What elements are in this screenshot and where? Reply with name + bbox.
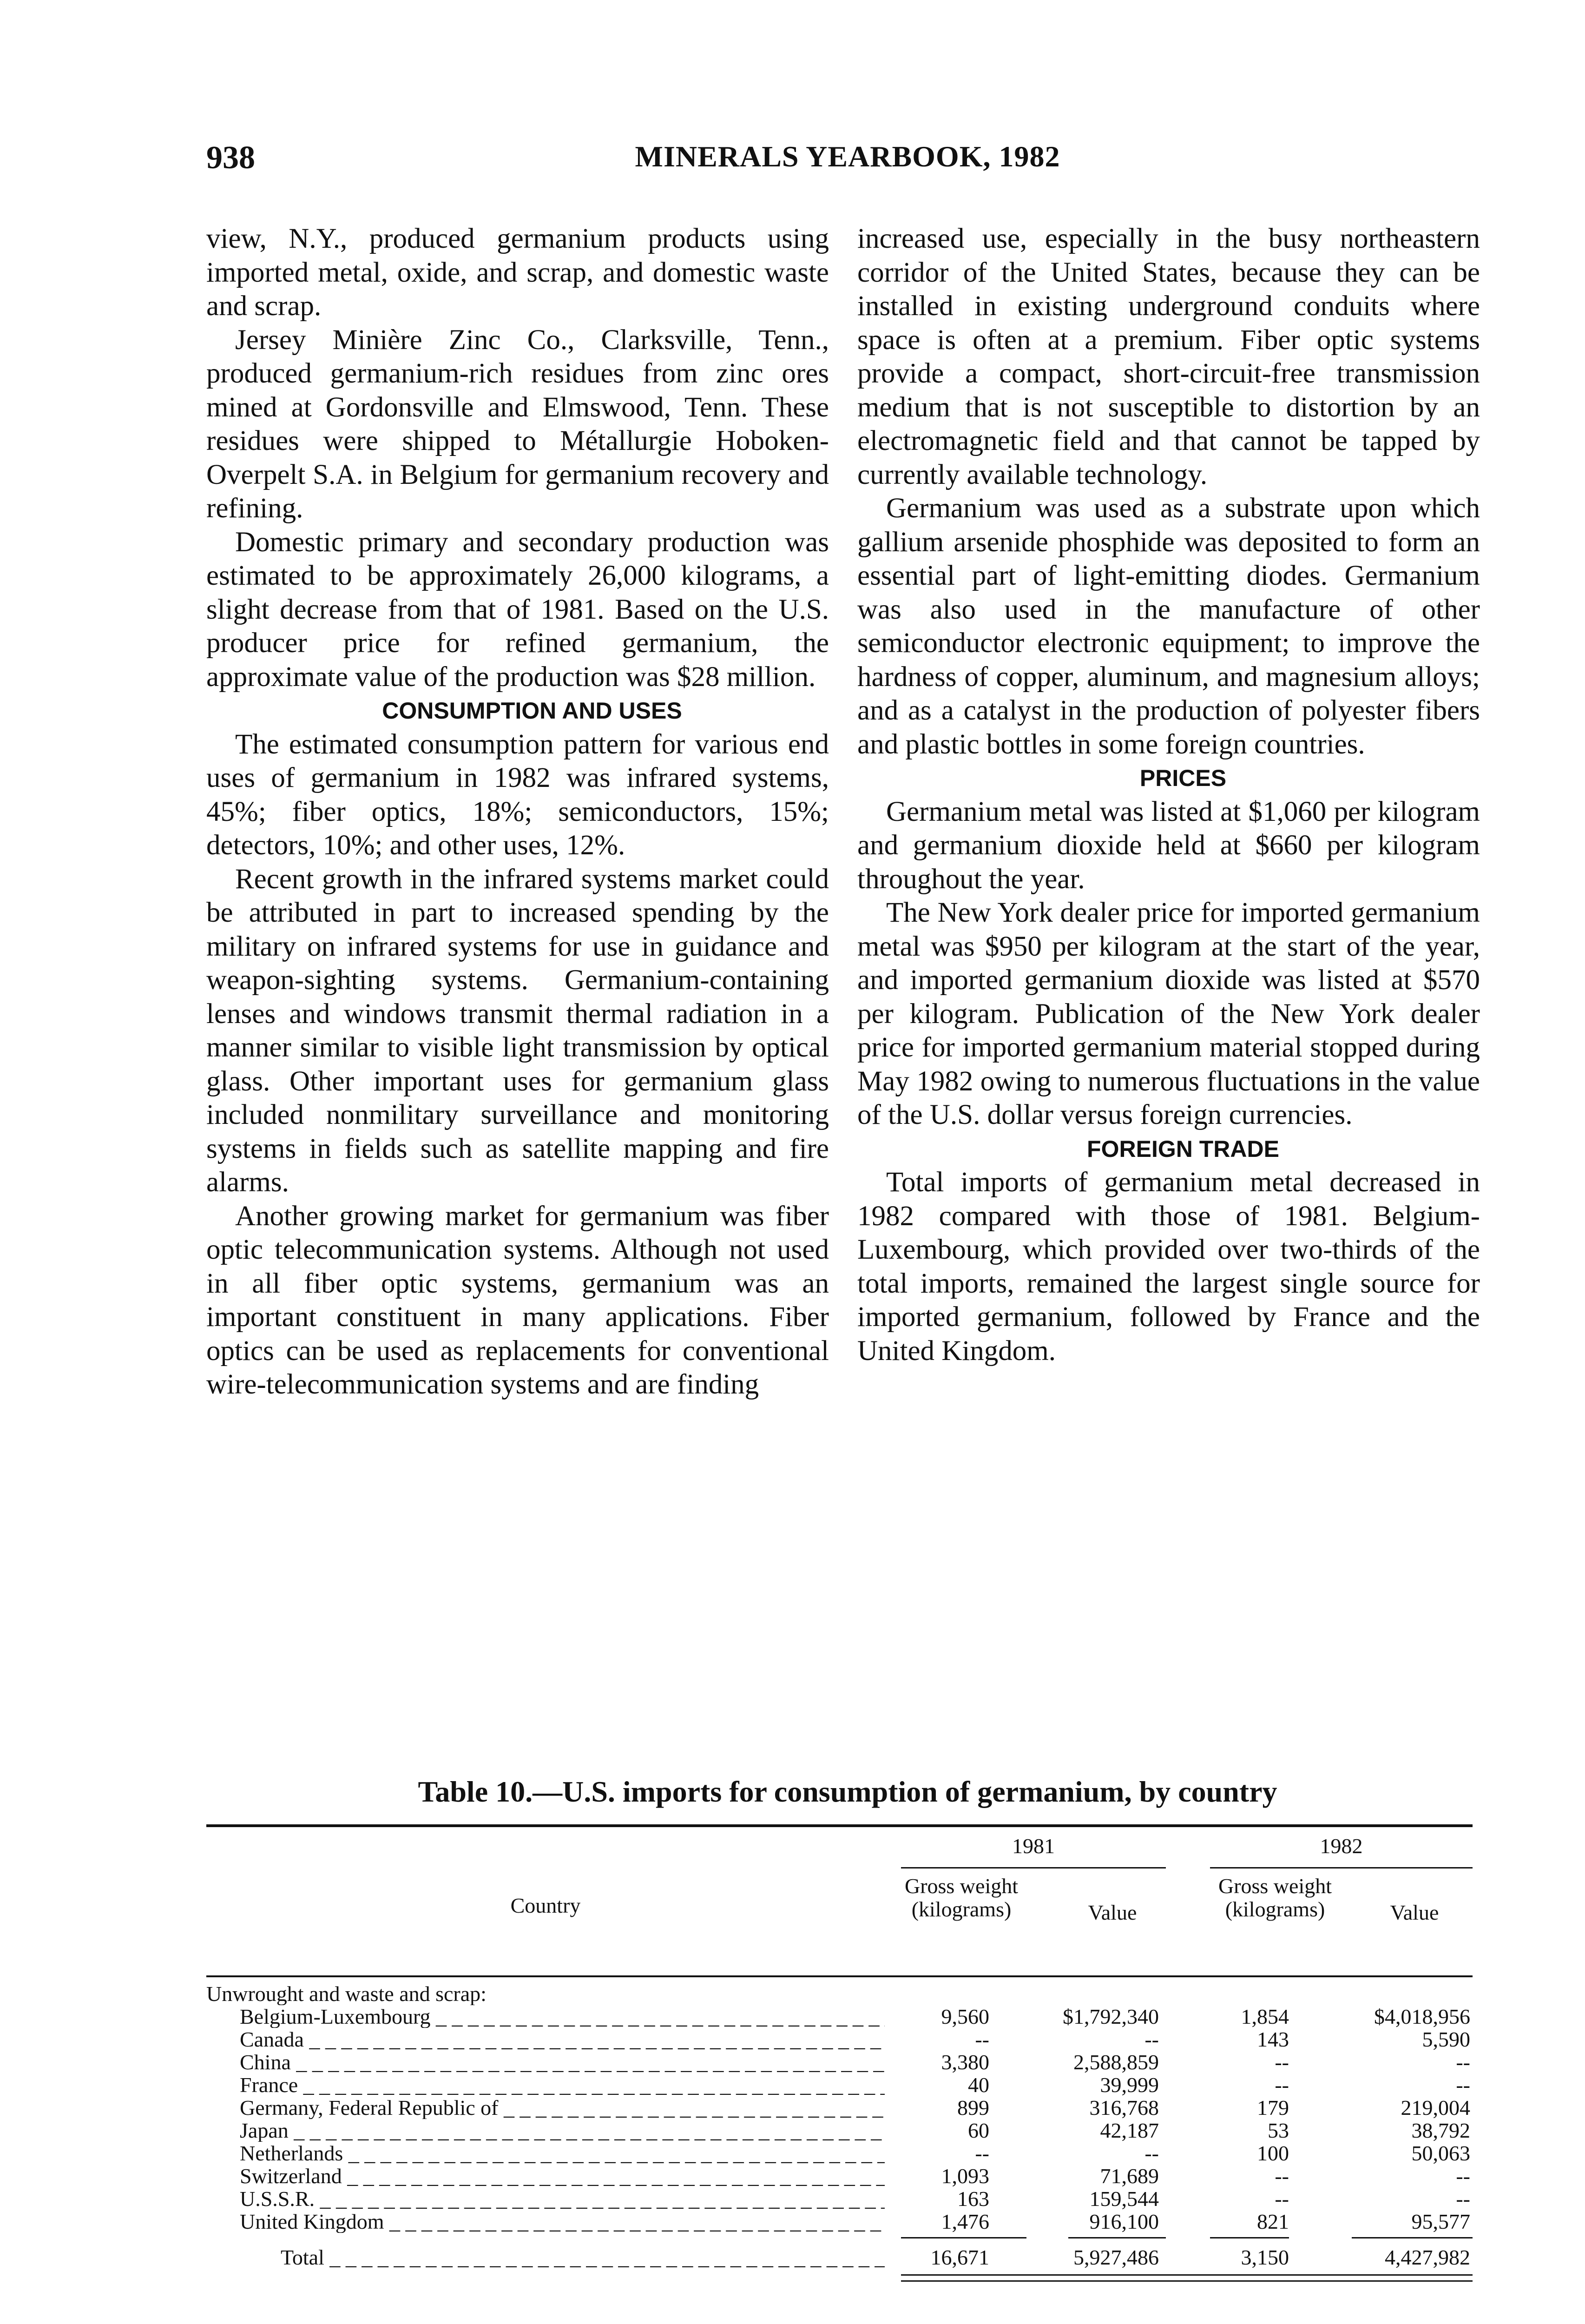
- country-cell: U.S.S.R. _ _ _: [240, 2187, 885, 2210]
- table-row: [206, 2142, 1473, 2165]
- section-heading-foreign-trade: FOREIGN TRADE: [1087, 1136, 1279, 1162]
- gross-weight-1981-cell: --: [975, 2141, 989, 2165]
- country-cell: China _ _ _: [240, 2051, 885, 2073]
- value-header-1982: Value: [1390, 1901, 1439, 1924]
- total-row: [206, 2246, 1473, 2269]
- gross-weight-1982-cell: --: [1275, 2050, 1289, 2074]
- value-1981-cell: 71,689: [1100, 2164, 1159, 2188]
- country-cell: Switzerland _ _ _: [240, 2165, 885, 2187]
- value-1982-cell: 95,577: [1411, 2210, 1470, 2233]
- total-rule: [1352, 2237, 1473, 2238]
- table-row: [206, 2165, 1473, 2187]
- paragraph: view, N.Y., produced germanium products using imported metal, oxide, and scrap, and domestic waste and scrap.: [206, 223, 829, 322]
- gross-weight-1981-cell: 163: [957, 2187, 989, 2211]
- value-1981-cell: 316,768: [1089, 2096, 1159, 2119]
- total-rule: [901, 2237, 1026, 2238]
- table-caption: Table 10.—U.S. imports for consumption of germanium, by country: [418, 1775, 1277, 1808]
- paragraph: Jersey Minière Zinc Co., Clarksville, Tenn., produced germanium-rich residues from zinc ores mined at Gordonsville and Elmswood, Tenn. These residues were shipped to Métallurgie Hoboken-Overpelt S.A. in Belgium for germanium recovery and refining.: [206, 324, 829, 524]
- country-cell: Canada _ _ _: [240, 2028, 885, 2051]
- gross-weight-1981-cell: 3,380: [941, 2050, 989, 2074]
- value-1981-cell: --: [1144, 2027, 1159, 2051]
- gross-weight-1981-cell: 899: [957, 2096, 989, 2119]
- table-row: [206, 2073, 1473, 2096]
- table-row: [206, 2096, 1473, 2119]
- running-head: MINERALS YEARBOOK, 1982: [635, 140, 1060, 173]
- paragraph: Total imports of germanium metal decreased in 1982 compared with those of 1981. Belgium-Luxembourg, which provided over two-thirds of the total imports, remained the largest single source for imported germanium, followed by France and the United Kingdom.: [857, 1167, 1480, 1367]
- gross-weight-1981-cell: --: [975, 2027, 989, 2051]
- value-1982-cell: 5,590: [1422, 2027, 1470, 2051]
- table-row: [206, 2005, 1473, 2028]
- year-rule-1982: [1210, 1867, 1473, 1868]
- gross-weight-1981-cell: 1,093: [941, 2164, 989, 2188]
- table-top-rule: [206, 1824, 1473, 1827]
- gross-weight-header-1981: Gross weight (kilograms): [904, 1874, 1019, 1921]
- value-1981-cell: 2,588,859: [1073, 2050, 1159, 2074]
- gross-weight-1982-cell: --: [1275, 2073, 1289, 2097]
- value-1981-cell: $1,792,340: [1063, 2005, 1159, 2028]
- gross-weight-1982-cell: --: [1275, 2164, 1289, 2188]
- country-cell: United Kingdom _ _ _: [240, 2210, 885, 2233]
- paragraph: Recent growth in the infrared systems market could be attributed in part to increased spending by the military on infrared systems for use in guidance and weapon-sighting systems. Germanium-containing lenses and windows transmit thermal radiation in a manner similar to visible light transmission by optical glass. Other important uses for germanium glass included nonmilitary surveillance and monitoring systems in fields such as satellite mapping and fire alarms.: [206, 863, 829, 1198]
- value-1981-cell: 916,100: [1089, 2210, 1159, 2233]
- country-cell: Germany, Federal Republic of _ _ _: [240, 2096, 885, 2119]
- total-gross-weight-1982: 3,150: [1241, 2245, 1289, 2269]
- total-rule: [1068, 2237, 1166, 2238]
- right-column: [857, 222, 1480, 1368]
- paragraph: increased use, especially in the busy northeastern corridor of the United States, because they can be installed in existing underground conduits where space is often at a premium. Fiber optic systems provide a compact, short-circuit-free transmission medium that is not susceptible to distortion by an electromagnetic field and that cannot be tapped by currently available technology.: [857, 223, 1480, 490]
- value-1982-cell: $4,018,956: [1374, 2005, 1470, 2028]
- table-bottom-double-rule: [901, 2274, 1473, 2282]
- left-column: [206, 222, 829, 1402]
- section-label-row: [206, 1982, 1473, 2005]
- gross-weight-1982-cell: --: [1275, 2187, 1289, 2211]
- paragraph: The New York dealer price for imported germanium metal was $950 per kilogram at the start of the year, and imported germanium dioxide was listed at $570 per kilogram. Publication of the New York dealer price for imported germanium material stopped during May 1982 owing to numerous fluctuations in the value of the U.S. dollar versus foreign currencies.: [857, 897, 1480, 1130]
- value-1981-cell: 42,187: [1100, 2119, 1159, 2142]
- value-1981-cell: 159,544: [1089, 2187, 1159, 2211]
- section-heading-consumption: CONSUMPTION AND USES: [382, 698, 682, 724]
- table-row: [206, 2187, 1473, 2210]
- gross-weight-1982-cell: 143: [1257, 2027, 1289, 2051]
- table-row: [206, 2051, 1473, 2073]
- total-label: Total _ _ _: [281, 2246, 885, 2269]
- year-rule-1981: [901, 1867, 1166, 1868]
- table-row: [206, 2028, 1473, 2051]
- page-header: [206, 139, 1489, 177]
- table-row: [206, 2119, 1473, 2142]
- value-1982-cell: 50,063: [1411, 2141, 1470, 2165]
- section-heading-prices: PRICES: [1139, 765, 1227, 791]
- paragraph: Domestic primary and secondary production was estimated to be approximately 26,000 kilograms, a slight decrease from that of 1981. Based on the U.S. producer price for refined germanium, the approximate value of the production was $28 million.: [206, 526, 829, 693]
- total-gross-weight-1981: 16,671: [930, 2245, 989, 2269]
- value-1982-cell: 38,792: [1411, 2119, 1470, 2142]
- paragraph: The estimated consumption pattern for various end uses of germanium in 1982 was infrared systems, 45%; fiber optics, 18%; semiconductors, 15%; detectors, 10%; and other uses, 12%.: [206, 728, 829, 861]
- country-cell: Belgium-Luxembourg _ _ _: [240, 2005, 885, 2028]
- total-value-1981: 5,927,486: [1073, 2245, 1159, 2269]
- paragraph: Another growing market for germanium was fiber optic telecommunication systems. Although not used in all fiber optic systems, germanium was an important constituent in many applications. Fiber optics can be used as replacements for conventional wire-telecommunication systems and are finding: [206, 1200, 829, 1400]
- gross-weight-1981-cell: 9,560: [941, 2005, 989, 2028]
- value-1981-cell: --: [1144, 2141, 1159, 2165]
- country-cell: France _ _ _: [240, 2073, 885, 2096]
- value-1981-cell: 39,999: [1100, 2073, 1159, 2097]
- paragraph: Germanium was used as a substrate upon which gallium arsenide phosphide was deposited to form an essential part of light-emitting diodes. Germanium was also used in the manufacture of other semiconductor electronic equipment; to improve the hardness of copper, aluminum, and magnesium alloys; and as a catalyst in the production of polyester fibers and plastic bottles in some foreign countries.: [857, 493, 1480, 760]
- page-number: 938: [206, 140, 255, 176]
- paragraph: Germanium metal was listed at $1,060 per kilogram and germanium dioxide held at $660 per kilogram throughout the year.: [857, 796, 1480, 895]
- year-header-1981: 1981: [1012, 1834, 1055, 1858]
- gross-weight-1981-cell: 1,476: [941, 2210, 989, 2233]
- gross-weight-1981-cell: 60: [968, 2119, 989, 2142]
- year-header-1982: 1982: [1320, 1834, 1363, 1858]
- gross-weight-header-1982: Gross weight (kilograms): [1218, 1874, 1332, 1921]
- table-row: [206, 2210, 1473, 2233]
- country-column-header: Country: [510, 1894, 581, 1917]
- total-value-1982: 4,427,982: [1385, 2245, 1470, 2269]
- country-cell: Japan _ _ _: [240, 2119, 885, 2142]
- gross-weight-1982-cell: 179: [1257, 2096, 1289, 2119]
- value-1982-cell: --: [1456, 2164, 1470, 2188]
- gross-weight-1982-cell: 1,854: [1241, 2005, 1289, 2028]
- value-1982-cell: --: [1456, 2073, 1470, 2097]
- gross-weight-1982-cell: 100: [1257, 2141, 1289, 2165]
- value-1982-cell: --: [1456, 2050, 1470, 2074]
- value-1982-cell: --: [1456, 2187, 1470, 2211]
- country-cell: Netherlands _ _ _: [240, 2142, 885, 2165]
- table-header-rule: [206, 1975, 1473, 1977]
- gross-weight-1982-cell: 821: [1257, 2210, 1289, 2233]
- gross-weight-1982-cell: 53: [1268, 2119, 1289, 2142]
- value-header-1981: Value: [1088, 1901, 1137, 1924]
- total-rule: [1210, 2237, 1289, 2238]
- gross-weight-1981-cell: 40: [968, 2073, 989, 2097]
- value-1982-cell: 219,004: [1401, 2096, 1470, 2119]
- section-label: Unwrought and waste and scrap:: [206, 1982, 487, 2005]
